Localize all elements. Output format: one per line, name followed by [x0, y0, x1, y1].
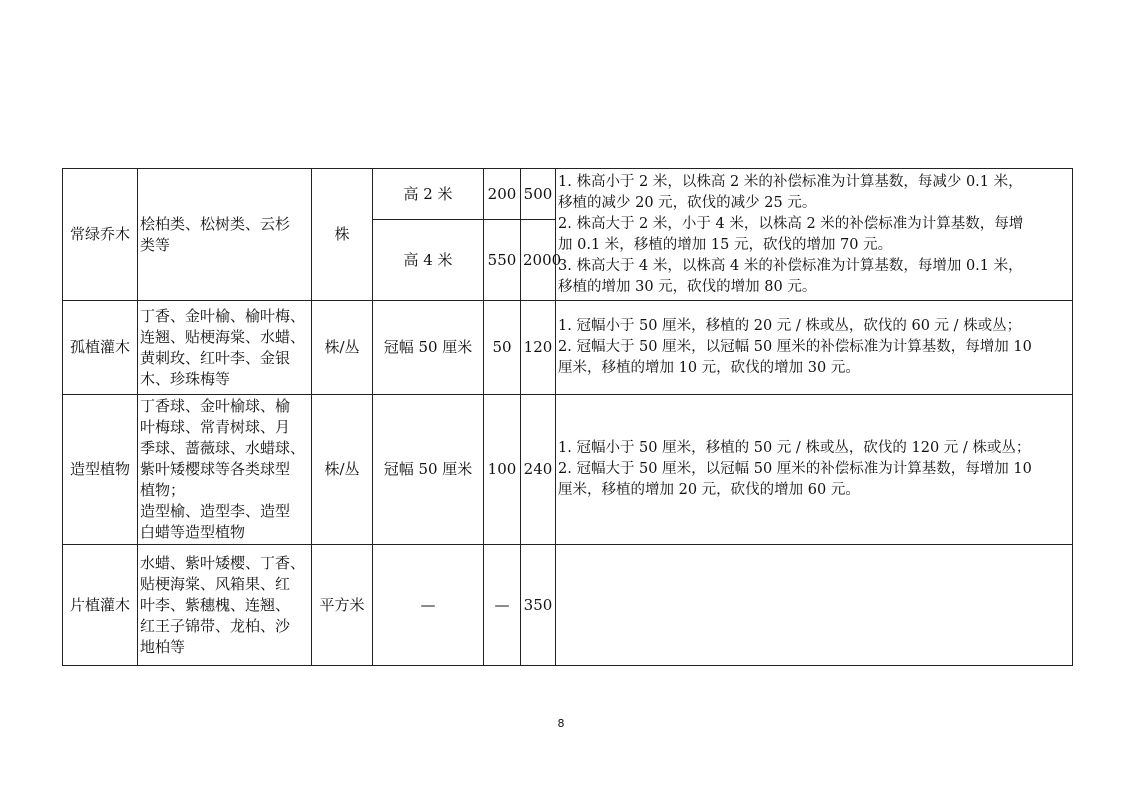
unit-cell: 株/丛	[312, 301, 373, 395]
spec-cell: 冠幅 50 厘米	[373, 395, 484, 545]
note-cell: 1. 株高小于 2 米，以株高 2 米的补偿标准为计算基数，每减少 0.1 米， 移植的减少 20 元，砍伐的减少 25 元。 2. 株高大于 2 米，小于 4 米，以株高 2 米的补偿标准为计算基数，每增 加 0.1 米，移植的增加 15 元，砍伐的增加 70 元。 3. 株高大于 4 米，以株高 4 米的补偿标准为计算基数，每增加 0.1 米， 移植的增加 30 元，砍伐的增加 80 元。	[556, 169, 1073, 301]
fell-price-cell: 2000	[521, 220, 556, 301]
species-cell: 桧柏类、松树类、云杉 类等	[138, 169, 312, 301]
transplant-price-cell: 200	[484, 169, 521, 220]
fell-price-cell: 120	[521, 301, 556, 395]
unit-cell: 株/丛	[312, 395, 373, 545]
category-cell: 片植灌木	[63, 545, 138, 666]
fell-price-cell: 500	[521, 169, 556, 220]
fell-price-cell: 350	[521, 545, 556, 666]
species-cell: 水蜡、紫叶矮樱、丁香、 贴梗海棠、风箱果、红 叶李、紫穗槐、连翘、 红王子锦带、龙柏、沙 地柏等	[138, 545, 312, 666]
species-cell: 丁香、金叶榆、榆叶梅、 连翘、贴梗海棠、水蜡、 黄刺玫、红叶李、金银 木、珍珠梅等	[138, 301, 312, 395]
unit-cell: 株	[312, 169, 373, 301]
fell-price-cell: 240	[521, 395, 556, 545]
category-cell: 造型植物	[63, 395, 138, 545]
category-cell: 孤植灌木	[63, 301, 138, 395]
transplant-price-cell: 50	[484, 301, 521, 395]
transplant-price-cell: 100	[484, 395, 521, 545]
spec-cell: 高 4 米	[373, 220, 484, 301]
table-row	[63, 169, 1073, 220]
category-cell: 常绿乔木	[63, 169, 138, 301]
transplant-price-cell: 550	[484, 220, 521, 301]
spec-cell: 冠幅 50 厘米	[373, 301, 484, 395]
transplant-price-cell: —	[484, 545, 521, 666]
table-row	[63, 301, 1073, 395]
species-cell: 丁香球、金叶榆球、榆 叶梅球、常青树球、月 季球、蔷薇球、水蜡球、 紫叶矮樱球等各类球型 植物； 造型榆、造型李、造型 白蜡等造型植物	[138, 395, 312, 545]
table-row	[63, 545, 1073, 666]
spec-cell: —	[373, 545, 484, 666]
spec-cell: 高 2 米	[373, 169, 484, 220]
table-row	[63, 395, 1073, 545]
compensation-table	[62, 168, 1073, 666]
note-cell	[556, 545, 1073, 666]
note-cell: 1. 冠幅小于 50 厘米，移植的 50 元 / 株或丛，砍伐的 120 元 / 株或丛； 2. 冠幅大于 50 厘米，以冠幅 50 厘米的补偿标准为计算基数，每增加 10 厘米，移植的增加 20 元，砍伐的增加 60 元。	[556, 395, 1073, 545]
note-cell: 1. 冠幅小于 50 厘米，移植的 20 元 / 株或丛，砍伐的 60 元 / 株或丛； 2. 冠幅大于 50 厘米，以冠幅 50 厘米的补偿标准为计算基数，每增加 10 厘米，移植的增加 10 元，砍伐的增加 30 元。	[556, 301, 1073, 395]
page-number: 8	[557, 717, 565, 730]
unit-cell: 平方米	[312, 545, 373, 666]
